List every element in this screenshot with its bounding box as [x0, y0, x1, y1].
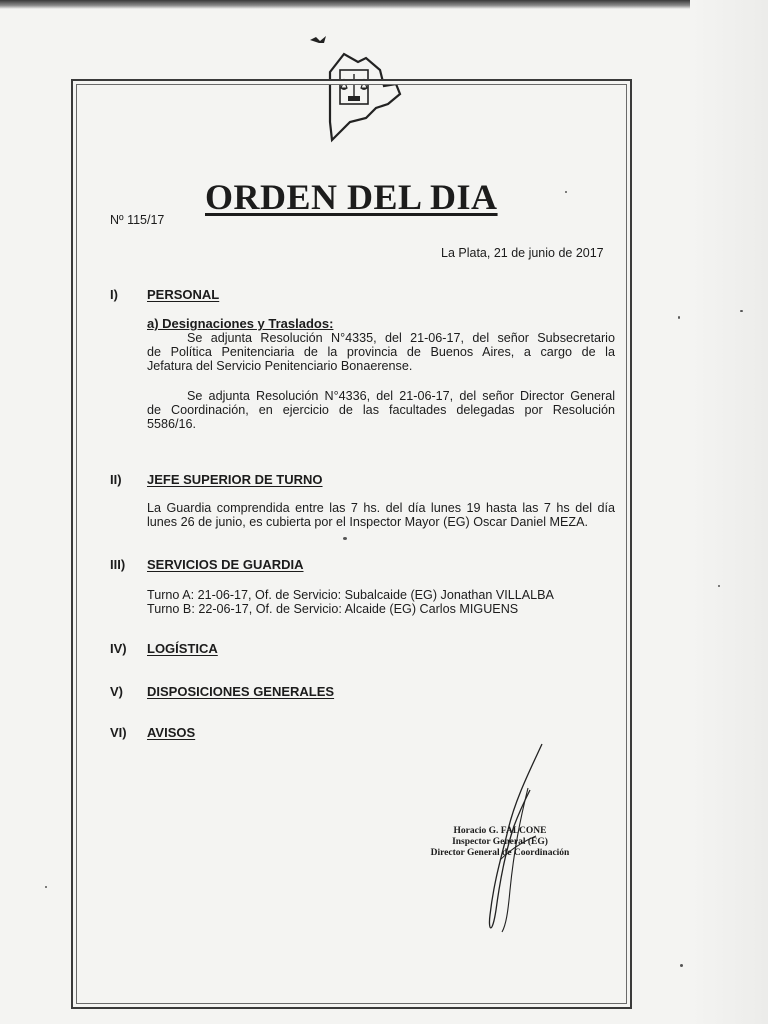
- section-title: AVISOS: [147, 725, 196, 740]
- section-title: SERVICIOS DE GUARDIA: [147, 557, 304, 572]
- section-title: DISPOSICIONES GENERALES: [147, 684, 335, 699]
- signatory-position: Director General de Coordinación: [430, 848, 570, 858]
- scan-speck: [680, 964, 683, 967]
- scan-top-edge: [0, 0, 768, 9]
- signature-icon: [470, 740, 550, 940]
- signatory-name: Horacio G. FALCONE: [453, 826, 547, 836]
- section-numeral: II): [110, 472, 122, 487]
- scan-speck: [740, 310, 743, 312]
- paragraph-line: Jefatura del Servicio Penitenciario Bonaerense.: [147, 359, 413, 373]
- paragraph-line: Turno B: 22-06-17, Of. de Servicio: Alcaide (EG) Carlos MIGUENS: [147, 602, 519, 616]
- page-shadow: [690, 0, 768, 1024]
- paragraph-line: 5586/16.: [147, 417, 197, 431]
- paragraph: [147, 588, 615, 616]
- paragraph: [147, 501, 615, 529]
- place-date: La Plata, 21 de junio de 2017: [441, 246, 604, 260]
- paragraph-line: de Coordinación, en ejercicio de las facultades delegadas por Resolución: [147, 403, 615, 417]
- scan-speck: [45, 886, 47, 888]
- section-numeral: III): [110, 557, 126, 572]
- paragraph-line: La Guardia comprendida entre las 7 hs. del día lunes 19 hasta las 7 hs del día: [147, 501, 615, 515]
- section-numeral: IV): [110, 641, 127, 656]
- paragraph-line: de Política Penitenciaria de la provincia de Buenos Aires, a cargo de la: [147, 345, 615, 359]
- section-title: JEFE SUPERIOR DE TURNO: [147, 472, 323, 487]
- paragraph: [147, 389, 615, 431]
- scan-speck: [718, 585, 720, 587]
- document-number: Nº 115/17: [110, 213, 165, 227]
- section-numeral: V): [110, 684, 123, 699]
- paragraph: [147, 331, 615, 373]
- section-title: LOGÍSTICA: [147, 641, 218, 656]
- paragraph-line: Se adjunta Resolución N°4335, del 21-06-17, del señor Subsecretario: [187, 331, 615, 345]
- paragraph-line: Se adjunta Resolución N°4336, del 21-06-17, del señor Director General: [187, 389, 615, 403]
- document-title: ORDEN DEL DIA: [205, 177, 498, 217]
- scan-speck: [343, 537, 347, 540]
- section-numeral: VI): [110, 725, 127, 740]
- section-title: PERSONAL: [147, 287, 220, 302]
- scan-speck: [678, 316, 680, 319]
- signatory-rank: Inspector General (EG): [452, 837, 548, 847]
- paragraph-line: Turno A: 21-06-17, Of. de Servicio: Subalcaide (EG) Jonathan VILLALBA: [147, 588, 554, 602]
- scan-speck: [565, 191, 567, 193]
- section-numeral: I): [110, 287, 118, 302]
- paragraph-line: lunes 26 de junio, es cubierta por el Inspector Mayor (EG) Oscar Daniel MEZA.: [147, 515, 588, 529]
- subsection-title: a) Designaciones y Traslados:: [147, 316, 334, 331]
